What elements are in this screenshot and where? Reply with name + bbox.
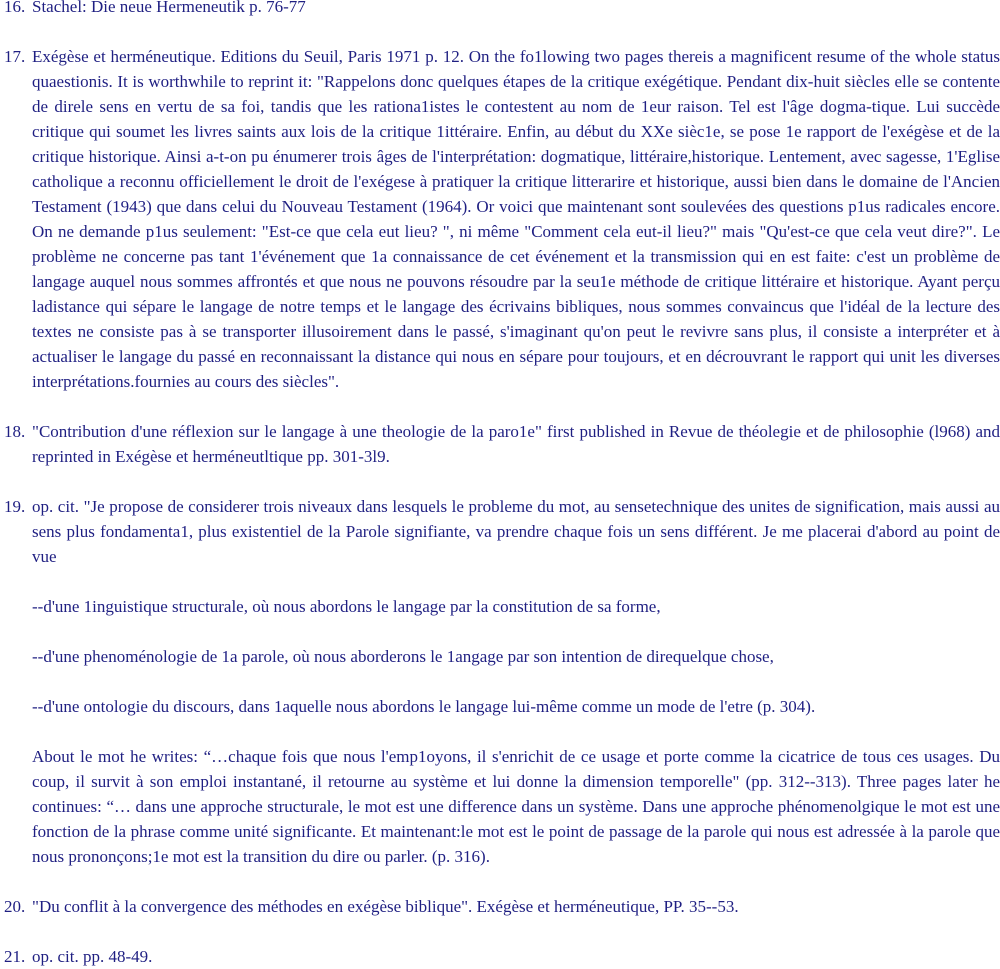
footnote-text: "Contribution d'une réflexion sur le langage à une theologie de la paro1e" first published in Revue de théolegie et de philosophie (l968) and reprinted in Exégèse et herméneutltique pp. 301-3l9. <box>32 422 1000 466</box>
footnote-spacer <box>0 869 1000 894</box>
footnote-16 <box>0 0 1000 19</box>
footnote-text: "Du conflit à la convergence des méthodes en exégèse biblique". Exégèse et herméneutique, PP. 35--53. <box>32 897 739 916</box>
footnote-number: 20. <box>4 897 26 916</box>
footnote-spacer <box>0 469 1000 494</box>
footnote-18 <box>0 419 1000 469</box>
footnote-paragraph: op. cit. "Je propose de considerer trois niveaux dans lesquels le probleme du mot, au sensetechnique des unites de signification, mais aussi au sens plus fondamenta1, plus existentiel de la Parole signifiante, va prendre chaque fois un sens différent. Je me placerai d'abord au point de vue <box>32 497 1000 566</box>
footnote-17 <box>0 44 1000 394</box>
footnote-list-item: --d'une phenoménologie de 1a parole, où nous aborderons le 1angage par son intention de direquelque chose, <box>32 647 774 666</box>
footnote-spacer <box>0 394 1000 419</box>
footnote-list-item: --d'une 1inguistique structurale, où nous abordons le langage par la constitution de sa forme, <box>32 597 661 616</box>
paragraph-spacer <box>32 719 1000 744</box>
footnote-list-item: --d'une ontologie du discours, dans 1aquelle nous abordons le langage lui-même comme un mode de l'etre (p. 304). <box>32 697 816 716</box>
paragraph-spacer <box>32 619 1000 644</box>
paragraph-spacer <box>32 669 1000 694</box>
footnote-text: op. cit. pp. 48-49. <box>32 947 153 966</box>
footnote-spacer <box>0 19 1000 44</box>
footnote-spacer <box>0 919 1000 944</box>
footnote-paragraph: About le mot he writes: “…chaque fois que nous l'emp1oyons, il s'enrichit de ce usage et porte comme la cicatrice de tous ces usages. Du coup, il survit à son emploi instantané, il retourne au système et lui donne la dimension temporelle" (pp. 312--313). Three pages later he continues: “… dans une approche structurale, le mot est une difference dans un système. Dans une approche phénomenolgique le mot est une fonction de la phrase comme unité significante. Et maintenant:le mot est le point de passage de la parole qui nous est adressée à la parole que nous prononçons;1e mot est la transition du dire ou parler. (p. 316). <box>32 747 1000 866</box>
footnote-19 <box>0 494 1000 869</box>
footnote-number: 16. <box>4 0 26 16</box>
footnote-text: Exégèse et herméneutique. Editions du Seuil, Paris 1971 p. 12. On the fo1lowing two pages thereis a magnificent resume of the whole status quaestionis. It is worthwhile to reprint it: "Rappelons donc quelques étapes de la critique exégétique. Pendant dix-huit siècles elle se contente de direle sens en vertu de sa foi, tandis que les rationa1istes le contestent au nom de 1eur raison. Tel est l'âge dogma-tique. Lui succède critique qui soumet les livres saints aux lois de la critique 1ittéraire. Enfin, au début du XXe sièc1e, se pose 1e rapport de l'exégèse et de la critique historique. Ainsi a-t-on pu énumerer trois âges de l'interprétation: dogmatique, littéraire,historique. Lentement, avec sagesse, 1'Eglise catholique a reconnu officiellement le droit de l'exégese à pratiquer la critique litterarire et historique, aussi bien dans le domaine de l'Ancien Testament (1943) que dans celui du Nouveau Testament (1964). Or voici que maintenant sont soulevées des questions p1us radicales encore. On ne demande p1us seulement: "Est-ce que cela eut lieu? ", ni même "Comment cela eut-il lieu?" mais "Qu'est-ce que cela veut dire?". Le problème ne concerne pas tant 1'événement que 1a connaissance de cet événement et la transmission qui en est faite: c'est un problème de langage auquel nous sommes affrontés et que nous ne pouvons résoudre par la seu1e méthode de critique littéraire et historique. Ayant perçu ladistance qui sépare le langage de notre temps et le langage des écrivains bibliques, nous sommes convaincus que l'idéal de la lecture des textes ne consiste pas à se transporter illusoirement dans le passé, s'imaginant qu'on peut le revivre sans plus, il consiste a interpréter et à actualiser le langage du passé en reconnaissant la distance qui nous en sépare pour toujours, et en décrouvrant le rapport qui unit les diverses interprétations.fournies au cours des siècles". <box>32 47 1000 391</box>
footnote-number: 19. <box>4 497 26 516</box>
paragraph-spacer <box>32 569 1000 594</box>
footnote-number: 17. <box>4 47 26 66</box>
footnote-text: Stachel: Die neue Hermeneutik p. 76-77 <box>32 0 306 16</box>
footnote-number: 18. <box>4 422 26 441</box>
footnote-21 <box>0 944 1000 969</box>
footnote-number: 21. <box>4 947 26 966</box>
footnote-20 <box>0 894 1000 919</box>
